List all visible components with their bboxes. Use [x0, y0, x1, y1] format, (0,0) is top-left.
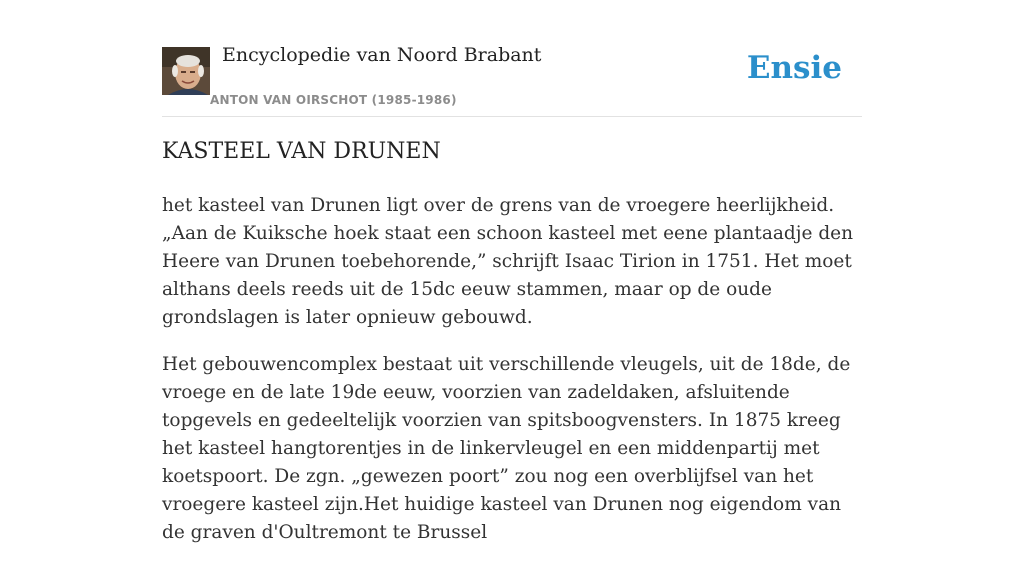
- article-title: KASTEEL VAN DRUNEN: [162, 139, 441, 164]
- header: [162, 0, 862, 117]
- article-paragraph: het kasteel van Drunen ligt over de grens van de vroegere heerlijkheid. „Aan de Kuiksche hoek staat een schoon kasteel met eene plantaadje den Heere van Drunen toebehorende,” schrijft Isaac Tirion in 1751. Het moet althans deels reeds uit de 15dc eeuw stammen, maar op de oude grondslagen is later opnieuw gebouwd.: [162, 195, 854, 328]
- author-avatar[interactable]: [162, 47, 210, 95]
- author-name[interactable]: ANTON VAN OIRSCHOT (1985-1986): [210, 93, 457, 107]
- article-paragraph: Het gebouwencomplex bestaat uit verschillende vleugels, uit de 18de, de vroege en de late 19de eeuw, voorzien van zadeldaken, afsluitende topgevels en gedeeltelijk voorzien van spitsboogvensters. In 1875 kreeg het kasteel hangtorentjes in de linkervleugel en een middenpartij met koetspoort. De zgn. „gewezen poort” zou nog een overblijfsel van het vroegere kasteel zijn.Het huidige kasteel van Drunen nog eigendom van de graven d'Oultremont te Brussel: [162, 354, 851, 543]
- avatar-portrait-icon: [162, 47, 210, 95]
- article-body: [162, 192, 867, 566]
- brand-logo[interactable]: Ensie: [746, 50, 842, 86]
- site-name[interactable]: Encyclopedie van Noord Brabant: [222, 44, 542, 66]
